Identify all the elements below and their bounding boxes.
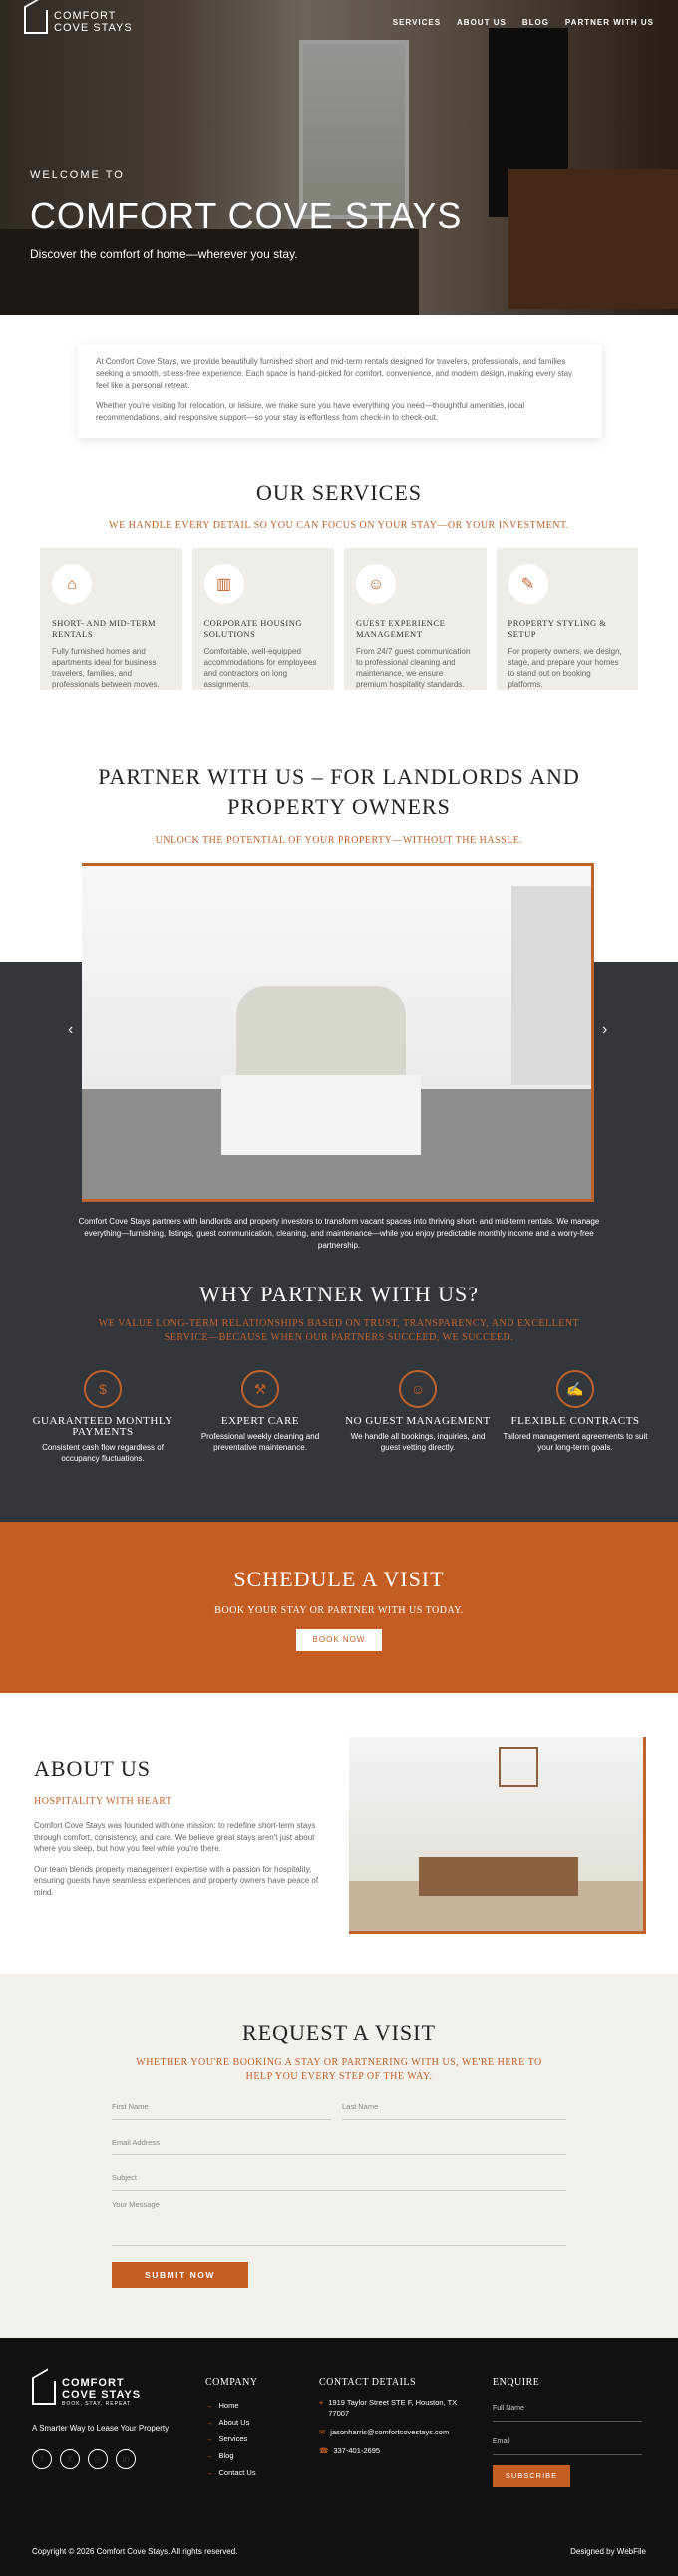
service-card: ✎ PROPERTY STYLING & SETUP For property owners, we design, stage, and prepare your homes to stand out on booking platforms. [497,548,639,690]
nav-blog[interactable]: BLOG [521,18,549,27]
about-tagline: HOSPITALITY WITH HEART [34,1796,172,1807]
styling-icon: ✎ [508,564,548,604]
logo-line2: COVE STAYS [54,22,133,34]
why-benefits [30,1370,648,1464]
nav-services[interactable]: SERVICES [392,18,442,27]
footer-enquire-title: ENQUIRE [493,2377,540,2388]
footer-contact-details: ⌖ 1919 Taylor Street STE F, Houston, TX 77007 ✉ jasonharris@comfortcovestays.com ☎ 337-401-2695 [319,2398,458,2455]
linkedin-icon[interactable]: in [116,2449,136,2469]
footer-link-about[interactable]: → About Us [205,2418,250,2427]
subscribe-button[interactable]: SUBSCRIBE [493,2465,570,2487]
schedule-title: SCHEDULE A VISIT [233,1567,445,1591]
intro-paragraph-1: At Comfort Cove Stays, we provide beautifully furnished short and mid-term rentals designed for travelers, professionals, and families seeking a smooth, stress-free experience. Each space is hand-picked for comfort, convenience, and modern design, making every stay feel like a personal retreat. [96,357,573,390]
footer-company-links [205,2397,256,2481]
site-logo[interactable] [24,10,133,34]
about-paragraph-2: Our team blends property management expertise with a passion for hospitality, ensuring guests have seamless experiences and property owners have peace of mind. [34,1864,319,1897]
logo-line1: COMFORT [54,10,117,22]
hero-subtitle: Discover the comfort of home—wherever you stay. [30,247,298,261]
footer-link-home[interactable]: → Home [205,2401,239,2410]
hero-section [0,0,678,315]
last-name-field[interactable]: Last Name [342,2098,566,2120]
guest-icon: ☺ [356,564,396,604]
service-card: ☺ GUEST EXPERIENCE MANAGEMENT From 24/7 guest communication to professional cleaning and maintenance, we ensure premium hospitality standards. [344,548,487,690]
book-now-button[interactable]: BOOK NOW [296,1629,382,1651]
money-icon: $ [84,1370,122,1408]
benefit-item: ⚒ EXPERT CARE Professional weekly cleaning and preventative maintenance. [187,1370,333,1464]
contract-icon: ✍ [556,1370,594,1408]
footer-link-contact[interactable]: → Contact Us [205,2468,256,2477]
benefit-item: $ GUARANTEED MONTHLY PAYMENTS Consistent cash flow regardless of occupancy fluctuations. [30,1370,175,1464]
nav-about-us[interactable]: ABOUT US [457,18,507,27]
building-icon: ▥ [204,564,244,604]
footer-company-title: COMPANY [205,2377,258,2388]
benefit-item: ☺ NO GUEST MANAGEMENT We handle all bookings, inquiries, and guest vetting directly. [345,1370,491,1464]
bed-image [221,1075,421,1155]
tools-icon: ⚒ [241,1370,279,1408]
about-body [34,1820,333,1898]
house-icon: ⌂ [52,564,92,604]
designer-credit: Designed by WebFile [570,2547,646,2556]
property-image-slider[interactable] [82,863,594,1202]
subject-field[interactable]: Subject [112,2169,566,2191]
copyright: Copyright © 2026 Comfort Cove Stays. All rights reserved. [32,2547,238,2556]
hero-eyebrow: WELCOME TO [30,169,125,181]
schedule-section [0,1522,678,1693]
social-links [32,2449,136,2469]
main-nav [393,18,654,27]
hero-title: COMFORT COVE STAYS [30,195,463,236]
footer-link-blog[interactable]: → Blog [205,2451,234,2460]
location-icon: ⌖ [319,2398,324,2407]
enquire-email-field[interactable]: Email [493,2435,642,2455]
why-title: WHY PARTNER WITH US? [198,1282,480,1306]
first-name-field[interactable]: First Name [112,2098,331,2120]
request-tagline: WHETHER YOU'RE BOOKING A STAY OR PARTNERING WITH US, WE'RE HERE TO HELP YOU EVERY STEP OF THE WAY. [136,2057,542,2082]
intro-paragraph-2: Whether you're visiting for relocation, or leisure, we make sure you have everything you need—thoughtful amenities, local recommendations, and responsive support—so your stay is effortless from check-in to check-out. [96,401,525,422]
services-title: OUR SERVICES [255,480,423,505]
services-cards [40,548,638,690]
services-tagline: WE HANDLE EVERY DETAIL SO YOU CAN FOCUS ON YOUR STAY—OR YOUR INVESTMENT. [109,520,569,531]
email-field[interactable]: Email Address [112,2134,566,2155]
about-dining-image [349,1737,646,1934]
why-tagline: WE VALUE LONG-TERM RELATIONSHIPS BASED ON TRUST, TRANSPARENCY, AND EXCELLENT SERVICE—BECAUSE WHEN OUR PARTNERS SUCCEED, WE SUCCEED. [98,1318,580,1343]
partner-description: Comfort Cove Stays partners with landlords and property investors to transform vacant spaces into thriving short- and mid-term rentals. We manage everything—furnishing, listings, guest communication, cleaning, and maintenance—while you enjoy predictable monthly income and a worry-free partnership. [78,1217,600,1250]
service-card: ▥ CORPORATE HOUSING SOLUTIONS Comfortable, well-equipped accommodations for employees and contractors on long assignments. [192,548,335,690]
footer-contact-title: CONTACT DETAILS [319,2377,417,2388]
footer-link-services[interactable]: → Services [205,2434,248,2443]
house-logo-icon [24,10,48,34]
about-title: ABOUT US [34,1756,152,1781]
request-title: REQUEST A VISIT [242,2020,436,2045]
benefit-item: ✍ FLEXIBLE CONTRACTS Tailored management agreements to suit your long-term goals. [503,1370,648,1464]
slider-next-button[interactable]: › [602,1021,608,1038]
partner-tagline: UNLOCK THE POTENTIAL OF YOUR PROPERTY—WITHOUT THE HASSLE. [155,835,523,846]
intro-box [78,344,602,438]
about-paragraph-1: Comfort Cove Stays was founded with one mission: to redefine short-term stays through comfort, consistency, and care. We believe great stays aren't just about where you sleep, but how you feel while you're there. [34,1821,316,1853]
facebook-icon[interactable]: f [32,2449,52,2469]
enquire-name-field[interactable]: Full Name [493,2402,642,2422]
submit-button[interactable]: SUBMIT NOW [112,2262,248,2288]
partner-title: PARTNER WITH US – FOR LANDLORDS AND PROPERTY OWNERS [98,764,580,819]
house-logo-icon [32,2381,56,2405]
service-card: ⌂ SHORT- AND MID-TERM RENTALS Fully furnished homes and apartments ideal for business travelers, families, and professionals between moves. [40,548,182,690]
message-field[interactable]: Your Message [112,2196,566,2246]
footer-logo[interactable]: COMFORT COVE STAYS BOOK, STAY, REPEAT [32,2377,141,2408]
phone-icon: ☎ [319,2446,329,2455]
footer-slogan: A Smarter Way to Lease Your Property [32,2424,170,2433]
nav-partner-with-us[interactable]: PARTNER WITH US [564,18,654,27]
x-icon[interactable]: X [60,2449,80,2469]
schedule-subtitle: BOOK YOUR STAY OR PARTNER WITH US TODAY. [214,1605,464,1616]
slider-prev-button[interactable]: ‹ [68,1021,74,1038]
people-icon: ☺ [399,1370,437,1408]
email-icon: ✉ [319,2428,326,2436]
instagram-icon[interactable]: ◎ [88,2449,108,2469]
